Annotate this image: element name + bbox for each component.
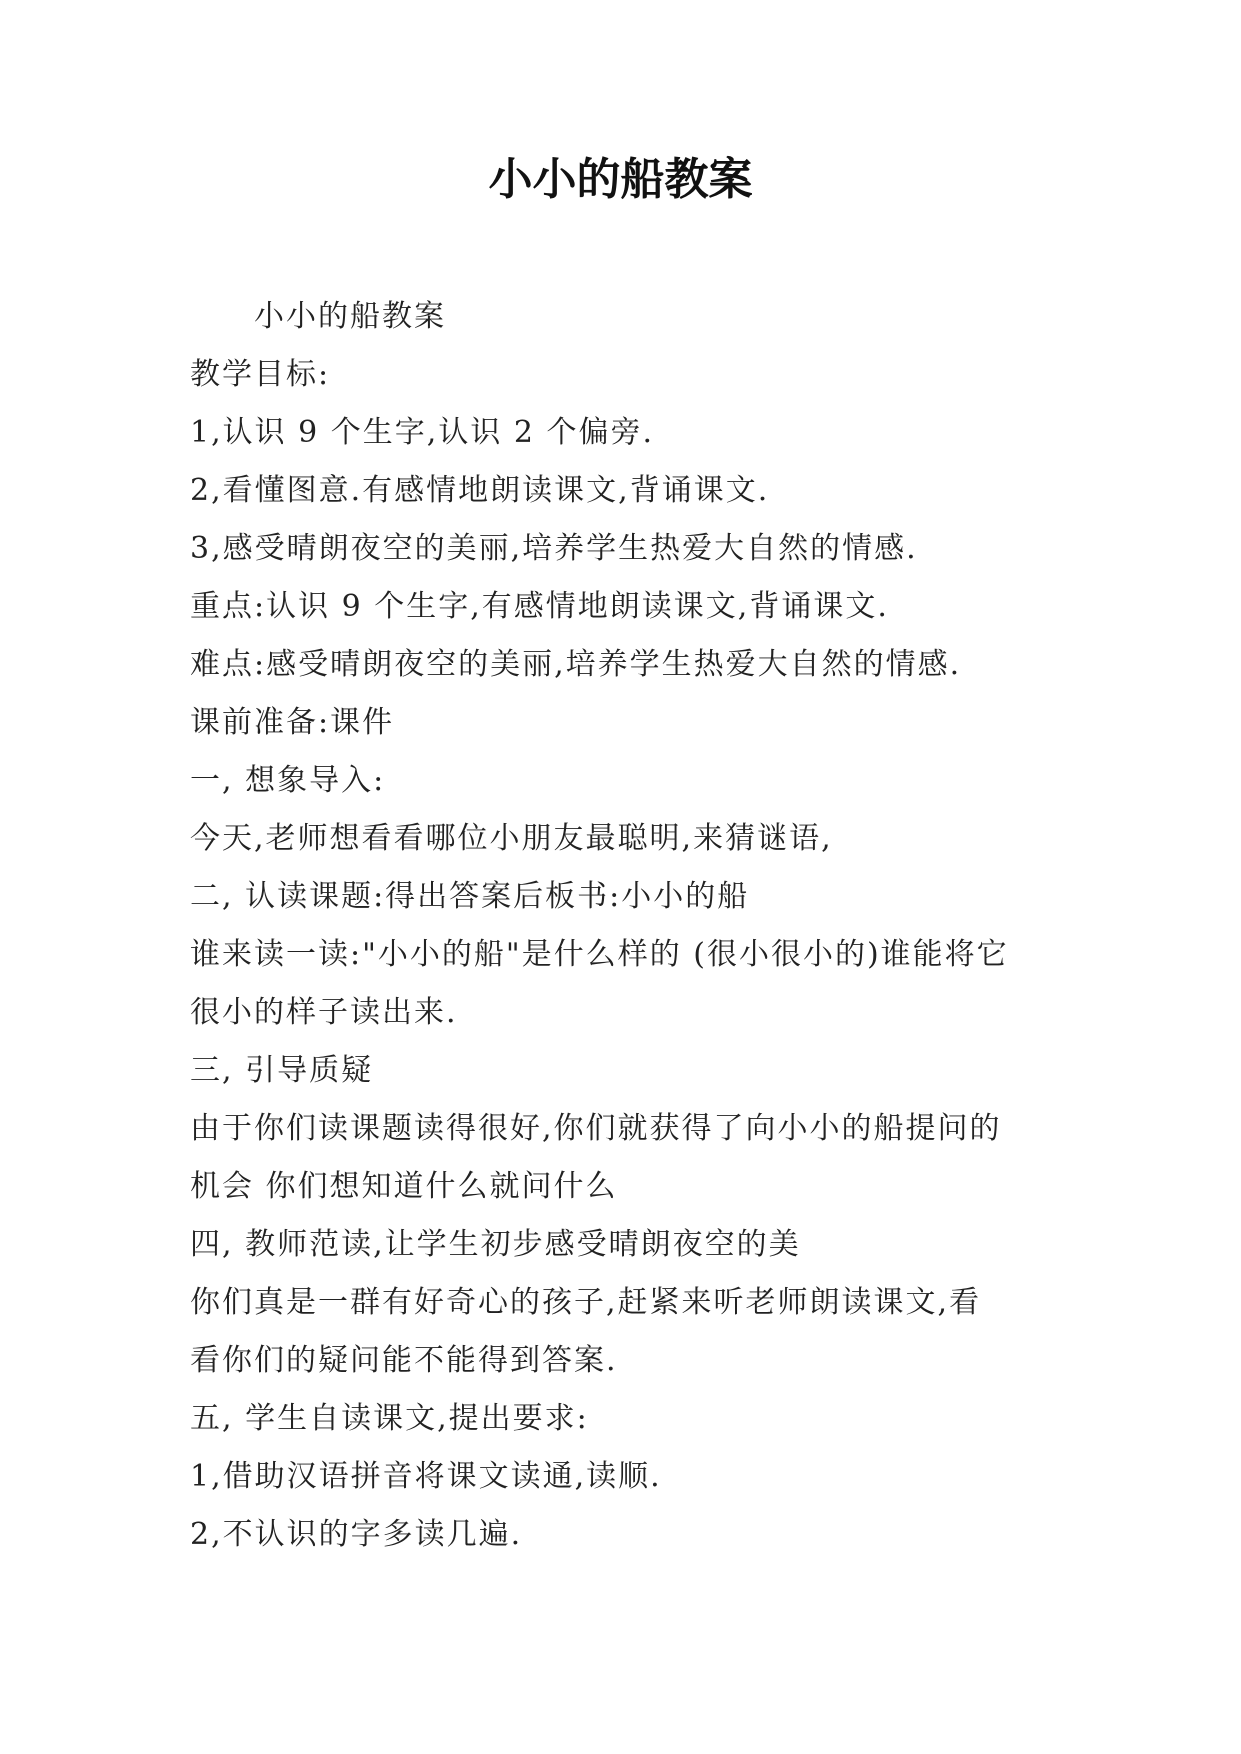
text-line: 一, 想象导入: — [190, 763, 386, 798]
subtitle-line: 小小的船教案 — [254, 299, 446, 334]
text-line: 你们真是一群有好奇心的孩子,赶紧来听老师朗读课文,看 — [190, 1285, 982, 1320]
text-line: 重点:认识 9 个生字,有感情地朗读课文,背诵课文. — [190, 589, 889, 624]
text-line: 教学目标: — [190, 357, 331, 392]
text-line: 五, 学生自读课文,提出要求: — [190, 1401, 589, 1436]
text-line: 课前准备:课件 — [190, 705, 395, 740]
text-line: 由于你们读课题读得很好,你们就获得了向小小的船提问的 — [190, 1111, 1002, 1146]
text-line: 今天,老师想看看哪位小朋友最聪明,来猜谜语, — [190, 821, 833, 856]
text-line: 谁来读一读:"小小的船"是什么样的 (很小很小的)谁能将它 — [190, 937, 1009, 972]
text-line: 三, 引导质疑 — [190, 1053, 374, 1088]
document-title: 小小的船教案 — [488, 154, 753, 205]
text-line: 很小的样子读出来. — [190, 995, 458, 1030]
text-line: 1,认识 9 个生字,认识 2 个偏旁. — [190, 415, 655, 450]
text-line: 2,看懂图意.有感情地朗读课文,背诵课文. — [190, 473, 770, 508]
document-body — [190, 288, 1070, 1564]
text-line: 2,不认识的字多读几遍. — [190, 1517, 523, 1552]
text-line: 看你们的疑问能不能得到答案. — [190, 1343, 618, 1378]
text-line: 难点:感受晴朗夜空的美丽,培养学生热爱大自然的情感. — [190, 647, 962, 682]
text-line: 机会 你们想知道什么就问什么 — [190, 1169, 618, 1204]
text-line: 1,借助汉语拼音将课文读通,读顺. — [190, 1459, 662, 1494]
text-line: 3,感受晴朗夜空的美丽,培养学生热爱大自然的情感. — [190, 531, 918, 566]
text-line: 四, 教师范读,让学生初步感受晴朗夜空的美 — [190, 1227, 801, 1262]
text-line: 二, 认读课题:得出答案后板书:小小的船 — [190, 879, 750, 914]
